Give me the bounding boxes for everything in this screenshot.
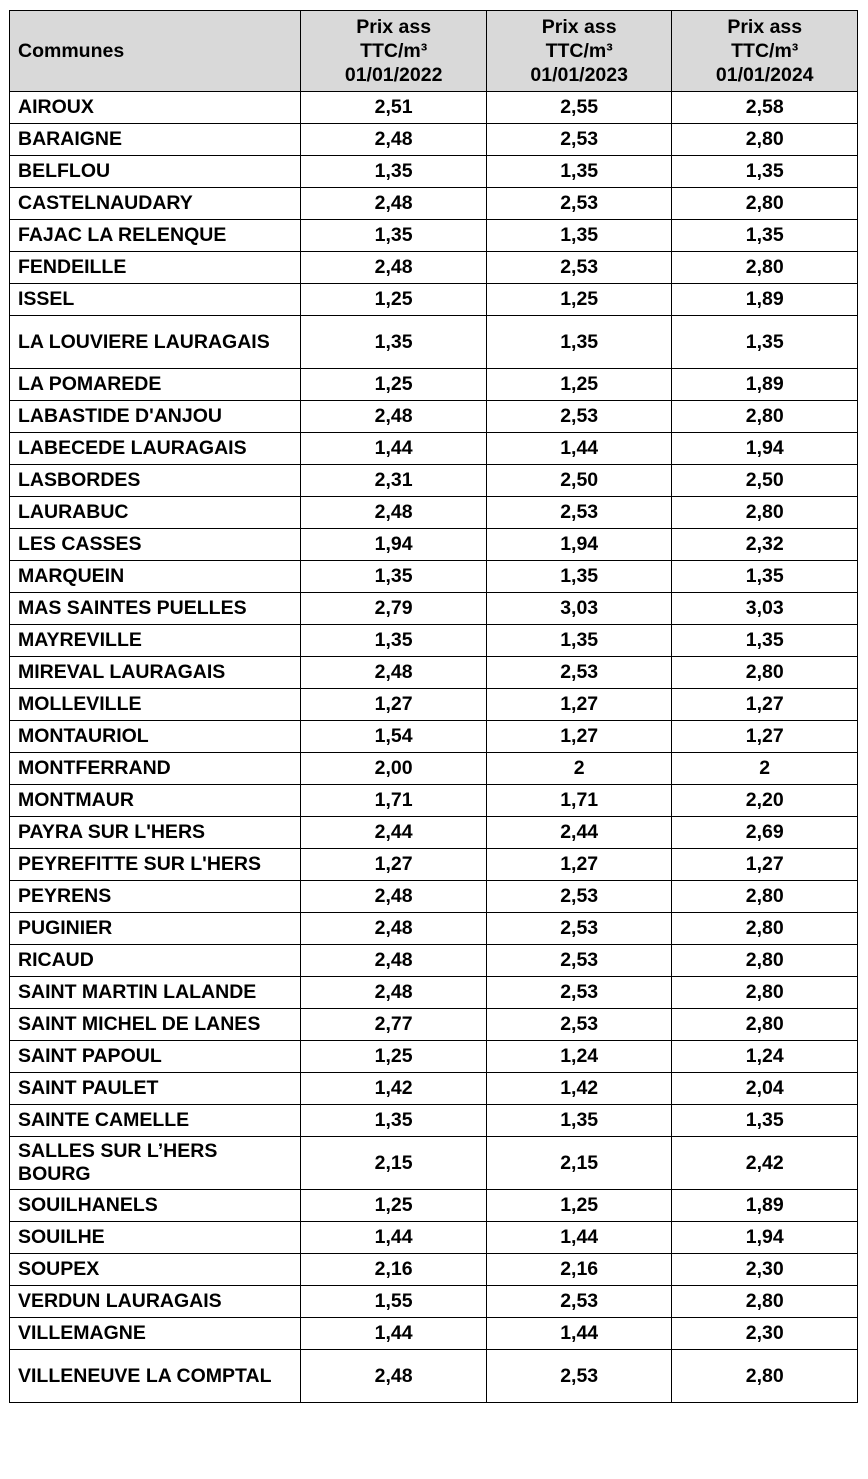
price-2024: 2,80 — [672, 1350, 858, 1403]
price-2023: 2,44 — [486, 817, 672, 849]
price-2023: 1,42 — [486, 1073, 672, 1105]
commune-name: VILLEMAGNE — [10, 1318, 301, 1350]
price-2023: 2,53 — [486, 913, 672, 945]
commune-name: MONTMAUR — [10, 785, 301, 817]
commune-name: LASBORDES — [10, 465, 301, 497]
price-2024: 1,89 — [672, 369, 858, 401]
price-2022: 1,35 — [301, 561, 487, 593]
price-2024: 2,04 — [672, 1073, 858, 1105]
price-2023: 1,71 — [486, 785, 672, 817]
price-2024: 1,89 — [672, 1190, 858, 1222]
price-2022: 2,48 — [301, 252, 487, 284]
price-2022: 1,44 — [301, 433, 487, 465]
price-2024: 1,27 — [672, 849, 858, 881]
prices-table — [9, 10, 858, 1403]
price-2024: 2,80 — [672, 188, 858, 220]
commune-name: PAYRA SUR L'HERS — [10, 817, 301, 849]
price-2023: 2,53 — [486, 881, 672, 913]
price-2024: 2,80 — [672, 1286, 858, 1318]
table-row — [10, 465, 858, 497]
price-2022: 1,25 — [301, 1041, 487, 1073]
price-2022: 1,54 — [301, 721, 487, 753]
price-2022: 2,16 — [301, 1254, 487, 1286]
price-2024: 1,35 — [672, 316, 858, 369]
price-2024: 2,80 — [672, 124, 858, 156]
price-2022: 1,25 — [301, 284, 487, 316]
table-row — [10, 1318, 858, 1350]
commune-name: MAYREVILLE — [10, 625, 301, 657]
table-row — [10, 977, 858, 1009]
price-2024: 2,50 — [672, 465, 858, 497]
price-2023: 2,16 — [486, 1254, 672, 1286]
commune-name: LABASTIDE D'ANJOU — [10, 401, 301, 433]
commune-name: VILLENEUVE LA COMPTAL — [10, 1350, 301, 1403]
table-row — [10, 913, 858, 945]
price-2024: 1,94 — [672, 433, 858, 465]
price-2023: 1,27 — [486, 689, 672, 721]
price-2022: 1,25 — [301, 1190, 487, 1222]
table-row — [10, 1190, 858, 1222]
price-2023: 1,35 — [486, 220, 672, 252]
price-2023: 2,53 — [486, 124, 672, 156]
table-row — [10, 817, 858, 849]
table-row — [10, 945, 858, 977]
table-row — [10, 188, 858, 220]
table-row — [10, 1350, 858, 1403]
header-row — [10, 11, 858, 92]
header-price-2022: Prix ass TTC/m³ 01/01/2022 — [301, 11, 487, 92]
price-2023: 2,53 — [486, 977, 672, 1009]
price-2023: 3,03 — [486, 593, 672, 625]
table-row — [10, 689, 858, 721]
table-row — [10, 124, 858, 156]
price-2022: 1,35 — [301, 156, 487, 188]
commune-name: MIREVAL LAURAGAIS — [10, 657, 301, 689]
price-2023: 1,25 — [486, 369, 672, 401]
commune-name: LA LOUVIERE LAURAGAIS — [10, 316, 301, 369]
commune-name: SOUILHE — [10, 1222, 301, 1254]
price-2024: 3,03 — [672, 593, 858, 625]
price-2024: 2,80 — [672, 1009, 858, 1041]
price-2023: 2,50 — [486, 465, 672, 497]
commune-name: MONTFERRAND — [10, 753, 301, 785]
commune-name: MONTAURIOL — [10, 721, 301, 753]
price-2024: 2,20 — [672, 785, 858, 817]
price-2024: 2,80 — [672, 881, 858, 913]
price-2022: 2,48 — [301, 401, 487, 433]
price-2022: 2,48 — [301, 657, 487, 689]
commune-name: VERDUN LAURAGAIS — [10, 1286, 301, 1318]
price-2023: 1,35 — [486, 1105, 672, 1137]
price-2022: 2,48 — [301, 124, 487, 156]
table-row — [10, 316, 858, 369]
price-2022: 2,77 — [301, 1009, 487, 1041]
price-2022: 2,00 — [301, 753, 487, 785]
commune-name: MAS SAINTES PUELLES — [10, 593, 301, 625]
price-2023: 2,53 — [486, 1286, 672, 1318]
price-2022: 1,35 — [301, 220, 487, 252]
price-2022: 2,48 — [301, 1350, 487, 1403]
commune-name: PEYRENS — [10, 881, 301, 913]
table-row — [10, 657, 858, 689]
table-row — [10, 1009, 858, 1041]
table-row — [10, 369, 858, 401]
price-2022: 1,35 — [301, 316, 487, 369]
price-2023: 1,25 — [486, 284, 672, 316]
commune-name: MOLLEVILLE — [10, 689, 301, 721]
price-2023: 1,35 — [486, 625, 672, 657]
table-row — [10, 561, 858, 593]
commune-name: FAJAC LA RELENQUE — [10, 220, 301, 252]
header-price-2023: Prix ass TTC/m³ 01/01/2023 — [486, 11, 672, 92]
commune-name: SOUILHANELS — [10, 1190, 301, 1222]
price-2024: 2,80 — [672, 977, 858, 1009]
price-2023: 1,27 — [486, 849, 672, 881]
table-row — [10, 1105, 858, 1137]
commune-name: CASTELNAUDARY — [10, 188, 301, 220]
price-2022: 2,79 — [301, 593, 487, 625]
price-2024: 2,69 — [672, 817, 858, 849]
price-2024: 2,80 — [672, 945, 858, 977]
commune-name: AIROUX — [10, 92, 301, 124]
table-row — [10, 529, 858, 561]
table-row — [10, 92, 858, 124]
price-2024: 1,27 — [672, 721, 858, 753]
table-row — [10, 433, 858, 465]
price-2022: 2,48 — [301, 977, 487, 1009]
table-row — [10, 1254, 858, 1286]
table-row — [10, 1073, 858, 1105]
price-2024: 1,89 — [672, 284, 858, 316]
commune-name: SOUPEX — [10, 1254, 301, 1286]
commune-name: SALLES SUR L’HERS BOURG — [10, 1137, 301, 1190]
price-2023: 1,35 — [486, 316, 672, 369]
commune-name: SAINT PAULET — [10, 1073, 301, 1105]
table-row — [10, 625, 858, 657]
price-2023: 1,27 — [486, 721, 672, 753]
price-2022: 2,48 — [301, 945, 487, 977]
price-2022: 2,48 — [301, 497, 487, 529]
price-2023: 1,44 — [486, 1222, 672, 1254]
price-2022: 1,27 — [301, 689, 487, 721]
price-2023: 1,94 — [486, 529, 672, 561]
price-2022: 2,15 — [301, 1137, 487, 1190]
table-row — [10, 593, 858, 625]
price-2023: 1,35 — [486, 561, 672, 593]
price-2023: 2,53 — [486, 401, 672, 433]
price-2024: 2,80 — [672, 401, 858, 433]
price-2022: 1,44 — [301, 1318, 487, 1350]
table-row — [10, 1041, 858, 1073]
price-2024: 1,35 — [672, 625, 858, 657]
price-2023: 2,53 — [486, 1350, 672, 1403]
price-2022: 1,42 — [301, 1073, 487, 1105]
table-row — [10, 1286, 858, 1318]
price-2022: 2,48 — [301, 913, 487, 945]
table-row — [10, 220, 858, 252]
price-2023: 2,53 — [486, 497, 672, 529]
commune-name: LES CASSES — [10, 529, 301, 561]
price-2023: 1,44 — [486, 1318, 672, 1350]
commune-name: BELFLOU — [10, 156, 301, 188]
table-row — [10, 1137, 858, 1190]
table-row — [10, 497, 858, 529]
price-2023: 2,15 — [486, 1137, 672, 1190]
price-2023: 1,44 — [486, 433, 672, 465]
price-2023: 2,53 — [486, 252, 672, 284]
price-2024: 2,80 — [672, 497, 858, 529]
price-2022: 2,48 — [301, 188, 487, 220]
commune-name: ISSEL — [10, 284, 301, 316]
table-row — [10, 881, 858, 913]
price-2024: 2,80 — [672, 913, 858, 945]
price-2024: 2,42 — [672, 1137, 858, 1190]
table-body — [10, 92, 858, 1403]
price-2024: 2 — [672, 753, 858, 785]
commune-name: SAINT MICHEL DE LANES — [10, 1009, 301, 1041]
price-2022: 1,44 — [301, 1222, 487, 1254]
price-2024: 1,35 — [672, 156, 858, 188]
commune-name: LA POMAREDE — [10, 369, 301, 401]
commune-name: LAURABUC — [10, 497, 301, 529]
price-2022: 1,27 — [301, 849, 487, 881]
header-price-2024: Prix ass TTC/m³ 01/01/2024 — [672, 11, 858, 92]
price-2022: 1,94 — [301, 529, 487, 561]
price-2024: 1,24 — [672, 1041, 858, 1073]
price-2022: 1,25 — [301, 369, 487, 401]
price-2024: 2,32 — [672, 529, 858, 561]
price-2022: 2,31 — [301, 465, 487, 497]
price-2022: 2,51 — [301, 92, 487, 124]
price-2024: 1,27 — [672, 689, 858, 721]
price-2022: 1,35 — [301, 1105, 487, 1137]
price-2023: 2,53 — [486, 188, 672, 220]
table-row — [10, 785, 858, 817]
commune-name: LABECEDE LAURAGAIS — [10, 433, 301, 465]
commune-name: BARAIGNE — [10, 124, 301, 156]
table-row — [10, 401, 858, 433]
price-2024: 2,30 — [672, 1318, 858, 1350]
price-2023: 2,53 — [486, 1009, 672, 1041]
price-2022: 1,35 — [301, 625, 487, 657]
price-2024: 2,80 — [672, 252, 858, 284]
price-2024: 2,58 — [672, 92, 858, 124]
commune-name: MARQUEIN — [10, 561, 301, 593]
price-2022: 2,44 — [301, 817, 487, 849]
price-2022: 2,48 — [301, 881, 487, 913]
table-row — [10, 849, 858, 881]
table-row — [10, 753, 858, 785]
price-2024: 1,35 — [672, 1105, 858, 1137]
price-2023: 2,53 — [486, 945, 672, 977]
commune-name: PEYREFITTE SUR L'HERS — [10, 849, 301, 881]
commune-name: FENDEILLE — [10, 252, 301, 284]
price-2024: 1,35 — [672, 220, 858, 252]
price-2024: 1,35 — [672, 561, 858, 593]
price-2023: 2,53 — [486, 657, 672, 689]
price-2022: 1,55 — [301, 1286, 487, 1318]
table-row — [10, 1222, 858, 1254]
table-row — [10, 252, 858, 284]
price-2023: 1,24 — [486, 1041, 672, 1073]
commune-name: SAINT PAPOUL — [10, 1041, 301, 1073]
price-2023: 2 — [486, 753, 672, 785]
price-2022: 1,71 — [301, 785, 487, 817]
header-communes: Communes — [10, 11, 301, 92]
commune-name: RICAUD — [10, 945, 301, 977]
price-2023: 1,25 — [486, 1190, 672, 1222]
table-row — [10, 721, 858, 753]
commune-name: SAINTE CAMELLE — [10, 1105, 301, 1137]
price-2023: 2,55 — [486, 92, 672, 124]
price-2024: 2,80 — [672, 657, 858, 689]
price-2023: 1,35 — [486, 156, 672, 188]
table-row — [10, 284, 858, 316]
commune-name: PUGINIER — [10, 913, 301, 945]
price-2024: 1,94 — [672, 1222, 858, 1254]
commune-name: SAINT MARTIN LALANDE — [10, 977, 301, 1009]
table-row — [10, 156, 858, 188]
price-2024: 2,30 — [672, 1254, 858, 1286]
